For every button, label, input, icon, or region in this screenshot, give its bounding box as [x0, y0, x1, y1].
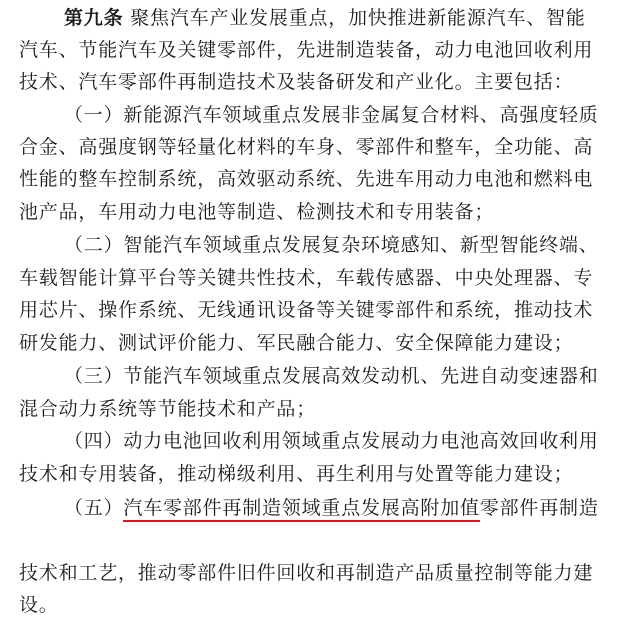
text-line-7: 池产品，车用动力电池等制造、检测技术和专用装备；	[19, 201, 495, 223]
text-line-4: （一）新能源汽车领域重点发展非金属复合材料、高强度轻质	[64, 104, 599, 126]
text-line-1	[64, 2, 586, 34]
text-line-11: 研发能力、测试评价能力、军民融合能力、安全保障能力建设；	[19, 332, 574, 354]
text-line-17: 技术和工艺，推动零部件旧件回收和再制造产品质量控制等能力建	[19, 562, 594, 584]
text-line-15: 技术和专用装备，推动梯级利用、再生利用与处置等能力建设；	[19, 463, 574, 485]
text-line-8: （二）智能汽车领域重点发展复杂环境感知、新型智能终端、	[64, 234, 599, 256]
article-number: 第九条	[64, 7, 124, 29]
text-line-5: 合金、高强度钢等轻量化材料的车身、零部件和整车，全功能、高	[19, 136, 594, 158]
text-line-16	[64, 492, 599, 524]
item-5-prefix: （五）	[64, 497, 124, 519]
text-line-3: 技术、汽车零部件再制造技术及装备研发和产业化。主要包括：	[19, 71, 574, 93]
red-underlined-phrase: 汽车零部件再制造领域重点发展高附加值	[123, 497, 479, 522]
item-5-rest: 零部件再制造	[479, 497, 599, 519]
text-line-13: 混合动力系统等节能技术和产品；	[19, 398, 317, 420]
text-line-12: （三）节能汽车领域重点发展高效发动机、先进自动变速器和	[64, 365, 599, 387]
text-line-18: 设。	[19, 594, 59, 616]
text-line-6: 性能的整车控制系统，高效驱动系统、先进车用动力电池和燃料电	[19, 168, 594, 190]
article-intro: 聚焦汽车产业发展重点，加快推进新能源汽车、智能	[130, 7, 586, 29]
text-line-9: 车载智能计算平台等关键共性技术，车载传感器、中央处理器、专	[19, 267, 594, 289]
text-line-2: 汽车、节能汽车及关键零部件，先进制造装备，动力电池回收利用	[19, 39, 594, 61]
text-line-14: （四）动力电池回收利用领域重点发展动力电池高效回收利用	[64, 430, 599, 452]
text-line-10: 用芯片、操作系统、无线通讯设备等关键零部件和系统，推动技术	[19, 299, 594, 321]
